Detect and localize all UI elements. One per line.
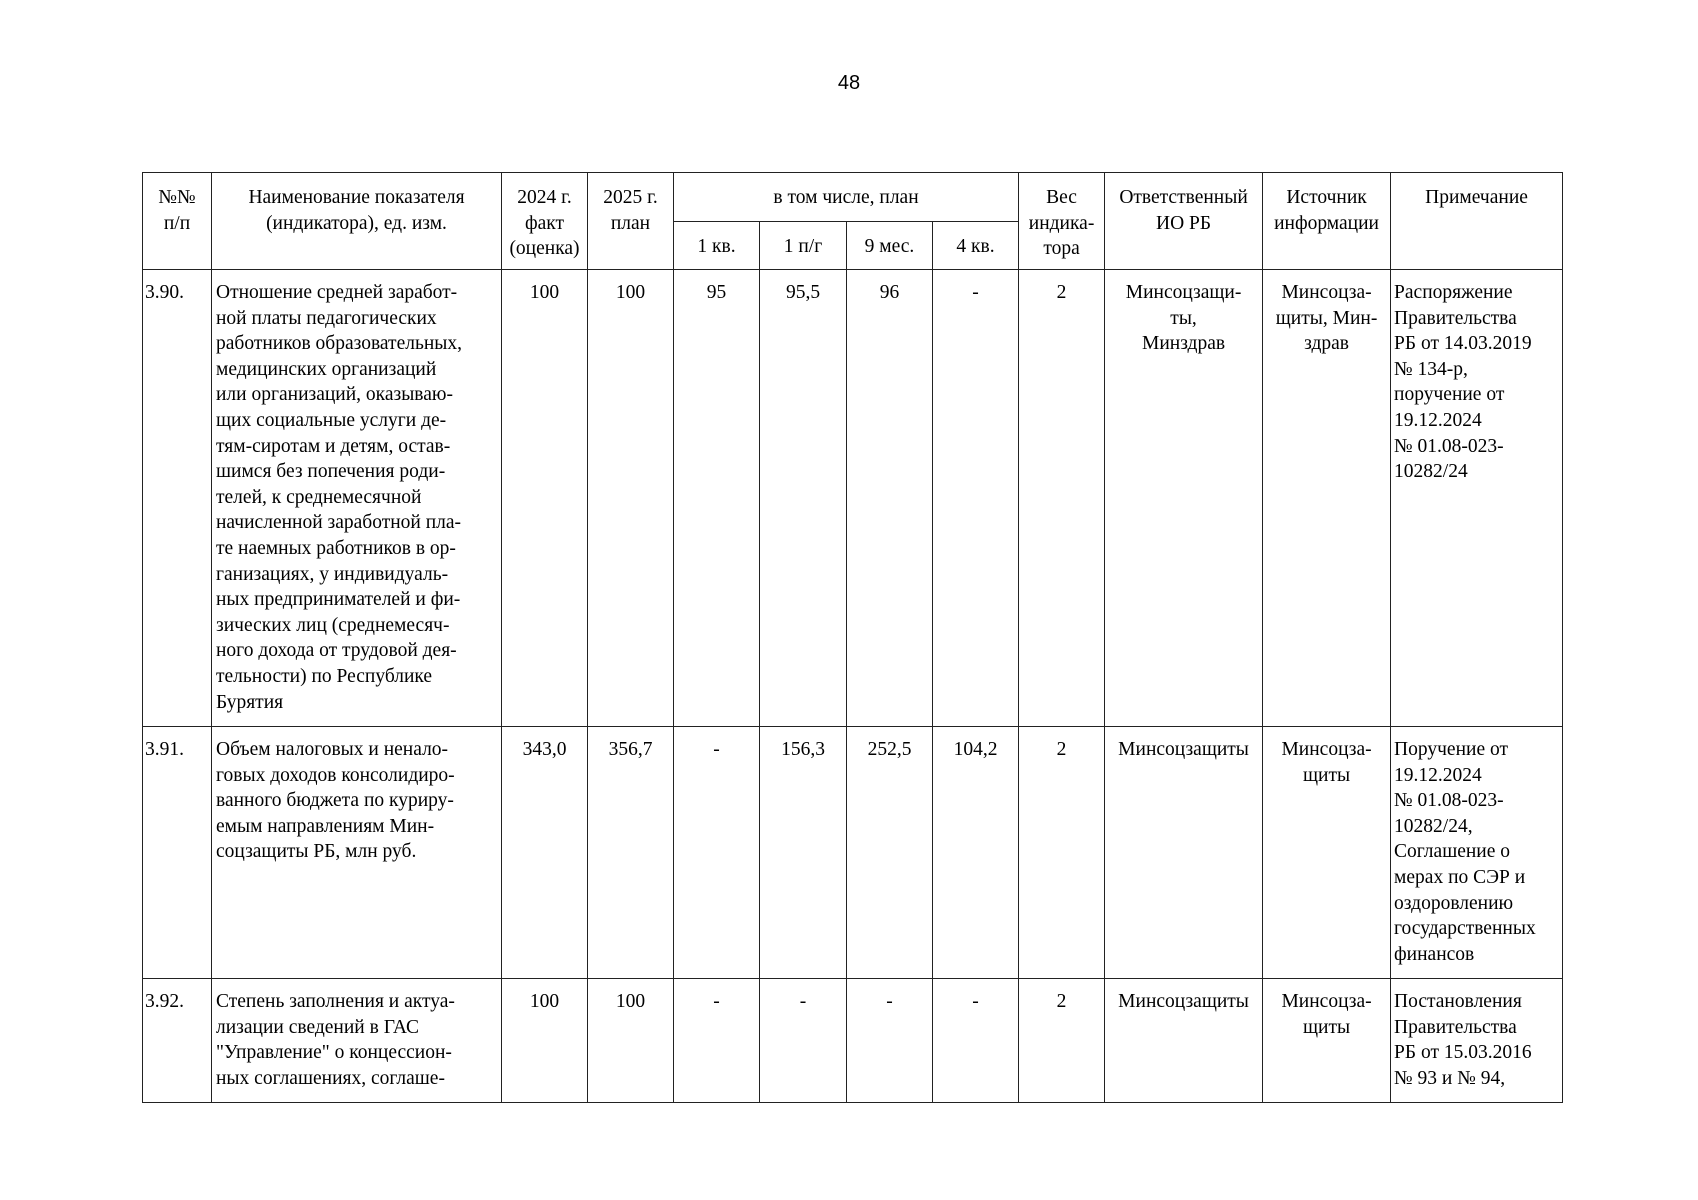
table-header <box>143 173 1563 270</box>
row-9m: 96 <box>847 270 933 727</box>
row-q4: - <box>933 979 1019 1103</box>
header-name: Наименование показателя (индикатора), ед. изм. <box>212 173 502 270</box>
row-q1: - <box>674 727 760 979</box>
header-h1: 1 п/г <box>760 222 847 270</box>
row-plan-2025: 356,7 <box>588 727 674 979</box>
row-9m: - <box>847 979 933 1103</box>
row-note: Поручение от 19.12.2024 № 01.08-023- 10282/24, Соглашение о мерах по СЭР и оздоровлению государственных финансов <box>1391 727 1563 979</box>
row-fact-2024: 100 <box>502 270 588 727</box>
row-q1: - <box>674 979 760 1103</box>
row-num: 3.90. <box>143 270 212 727</box>
table-row <box>143 270 1563 727</box>
page-number: 48 <box>837 72 861 94</box>
row-source: Минсоцза- щиты <box>1263 727 1391 979</box>
table-body <box>143 270 1563 1103</box>
header-incl-plan: в том числе, план <box>674 173 1019 222</box>
row-num: 3.91. <box>143 727 212 979</box>
header-num: №№ п/п <box>143 173 212 270</box>
header-9m: 9 мес. <box>847 222 933 270</box>
row-weight: 2 <box>1019 727 1105 979</box>
row-q1: 95 <box>674 270 760 727</box>
row-q4: - <box>933 270 1019 727</box>
row-responsible: Минсоцзащиты <box>1105 979 1263 1103</box>
table-row <box>143 979 1563 1103</box>
row-weight: 2 <box>1019 979 1105 1103</box>
row-weight: 2 <box>1019 270 1105 727</box>
header-responsible: Ответственный ИО РБ <box>1105 173 1263 270</box>
header-note: Примечание <box>1391 173 1563 270</box>
row-fact-2024: 343,0 <box>502 727 588 979</box>
header-weight: Вес индика- тора <box>1019 173 1105 270</box>
row-source: Минсоцза- щиты <box>1263 979 1391 1103</box>
row-plan-2025: 100 <box>588 979 674 1103</box>
row-num: 3.92. <box>143 979 212 1103</box>
row-plan-2025: 100 <box>588 270 674 727</box>
row-name: Отношение средней заработ- ной платы педагогических работников образовательных, медицинских организаций или организаций, оказываю- щих социальные услуги де- тям-сиротам и детям, остав- шимся без попечения роди- телей, к среднемесячной начисленной заработной пла- те наемных работников в ор- ганизациях, у индивидуаль- ных предпринимателей и фи- зических лиц (среднемесяч- ного дохода от трудовой дея- тельности) по Республике Бурятия <box>212 270 502 727</box>
row-h1: 95,5 <box>760 270 847 727</box>
row-name: Объем налоговых и ненало- говых доходов консолидиро- ванного бюджета по куриру- емым направлениям Мин- соцзащиты РБ, млн руб. <box>212 727 502 979</box>
row-responsible: Минсоцзащи- ты, Минздрав <box>1105 270 1263 727</box>
row-responsible: Минсоцзащиты <box>1105 727 1263 979</box>
row-h1: 156,3 <box>760 727 847 979</box>
row-note: Постановления Правительства РБ от 15.03.2016 № 93 и № 94, <box>1391 979 1563 1103</box>
row-h1: - <box>760 979 847 1103</box>
header-q1: 1 кв. <box>674 222 760 270</box>
row-name: Степень заполнения и актуа- лизации сведений в ГАС "Управление" о концессион- ных соглашениях, соглаше- <box>212 979 502 1103</box>
row-fact-2024: 100 <box>502 979 588 1103</box>
row-note: Распоряжение Правительства РБ от 14.03.2019 № 134-р, поручение от 19.12.2024 № 01.08-023- 10282/24 <box>1391 270 1563 727</box>
table-row <box>143 727 1563 979</box>
header-q4: 4 кв. <box>933 222 1019 270</box>
header-plan-2025: 2025 г. план <box>588 173 674 270</box>
row-q4: 104,2 <box>933 727 1019 979</box>
indicators-table <box>142 172 1563 1103</box>
header-fact-2024: 2024 г. факт (оценка) <box>502 173 588 270</box>
row-9m: 252,5 <box>847 727 933 979</box>
row-source: Минсоцза- щиты, Мин- здрав <box>1263 270 1391 727</box>
header-source: Источник информации <box>1263 173 1391 270</box>
